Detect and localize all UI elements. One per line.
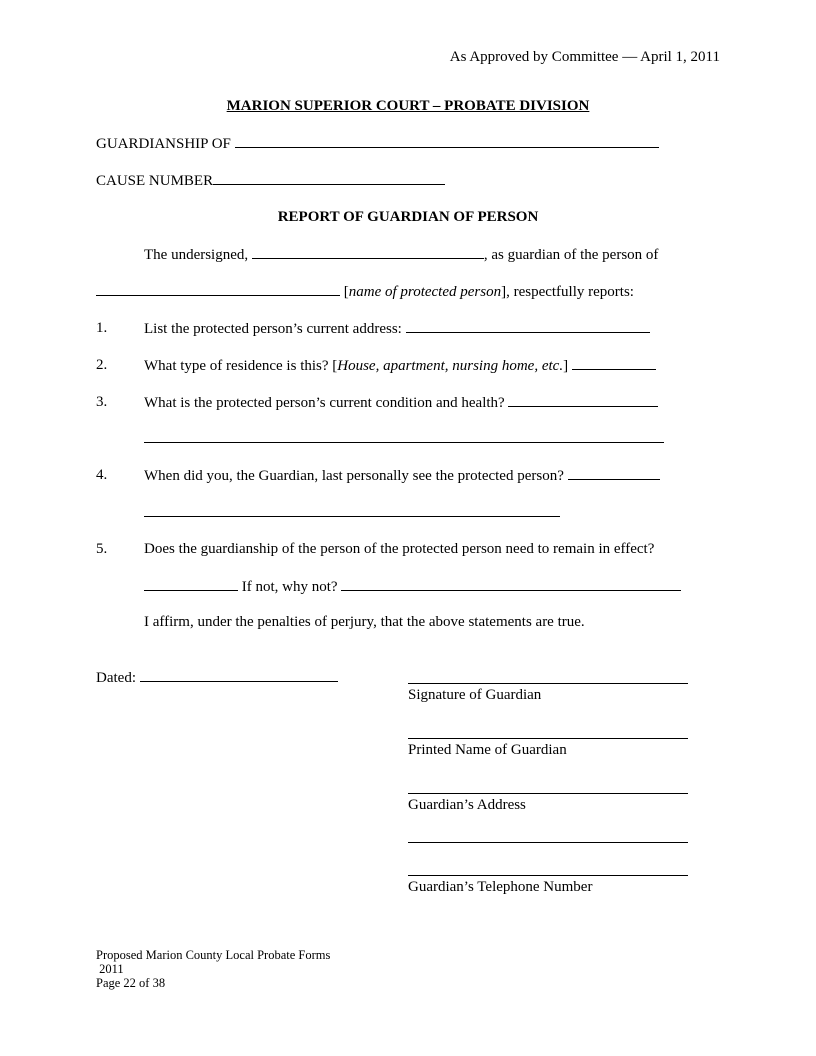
guardianship-of-row — [96, 134, 659, 153]
footer-line-3: Page 22 of 38 — [96, 976, 166, 990]
signature-label: Signature of Guardian — [408, 687, 542, 703]
last-seen-field-line-2[interactable] — [144, 516, 560, 517]
question-5-text: Does the guardianship of the person of the protected person need to remain in effect? — [144, 541, 655, 557]
intro-text-3-italic: name of protected person — [348, 284, 502, 300]
printed-name-line[interactable] — [408, 738, 688, 739]
question-2-text-prefix: What type of residence is this? [ — [144, 358, 338, 374]
intro-text-3-prefix: [ — [343, 284, 349, 300]
dated-label: Dated: — [96, 670, 136, 686]
guardian-name-field[interactable] — [252, 245, 484, 259]
affirmation: I affirm, under the penalties of perjury, that the above statements are true. — [144, 614, 585, 630]
why-not-field[interactable] — [341, 577, 681, 591]
question-3 — [144, 393, 658, 412]
question-5-number: 5. — [96, 541, 108, 557]
form-title: REPORT OF GUARDIAN OF PERSON — [277, 209, 539, 225]
address-line[interactable] — [408, 793, 688, 794]
address-label: Guardian’s Address — [408, 797, 526, 813]
dated-field[interactable] — [140, 668, 338, 682]
question-2-number: 2. — [96, 357, 108, 373]
if-not-row — [144, 577, 681, 596]
question-2 — [144, 356, 656, 375]
signature-line[interactable] — [408, 683, 688, 684]
intro-text-2: , as guardian of the person of — [483, 247, 659, 263]
approval-note: As Approved by Committee — April 1, 2011 — [449, 49, 720, 65]
address-line-2[interactable] — [408, 842, 688, 843]
telephone-label: Guardian’s Telephone Number — [408, 879, 593, 895]
question-2-text-suffix: ] — [563, 358, 569, 374]
condition-health-field[interactable] — [508, 393, 658, 407]
condition-health-field-line-2[interactable] — [144, 442, 664, 443]
court-title: MARION SUPERIOR COURT – PROBATE DIVISION — [226, 98, 590, 114]
question-1 — [144, 319, 650, 338]
intro-line-1 — [144, 245, 658, 264]
cause-number-label: CAUSE NUMBER — [96, 173, 214, 189]
guardianship-of-field[interactable] — [235, 134, 659, 148]
question-3-number: 3. — [96, 394, 108, 410]
footer-line-2: 2011 — [96, 962, 124, 976]
intro-line-2 — [96, 282, 634, 301]
question-2-text-italic: House, apartment, nursing home, etc. — [337, 358, 564, 374]
question-3-text: What is the protected person’s current condition and health? — [144, 395, 505, 411]
cause-number-row — [96, 171, 445, 190]
intro-text-1: The undersigned, — [144, 247, 249, 263]
remain-in-effect-field[interactable] — [144, 577, 238, 591]
current-address-field[interactable] — [406, 319, 650, 333]
guardianship-of-label: GUARDIANSHIP OF — [96, 136, 231, 152]
residence-type-field[interactable] — [572, 356, 656, 370]
question-4 — [144, 466, 660, 485]
cause-number-field[interactable] — [213, 171, 445, 185]
question-1-text: List the protected person’s current address: — [144, 321, 402, 337]
dated-row — [96, 668, 338, 687]
footer-line-1: Proposed Marion County Local Probate Forms — [96, 948, 331, 962]
last-seen-field[interactable] — [568, 466, 660, 480]
question-4-number: 4. — [96, 467, 108, 483]
question-4-text: When did you, the Guardian, last personally see the protected person? — [144, 468, 564, 484]
question-1-number: 1. — [96, 320, 108, 336]
printed-name-label: Printed Name of Guardian — [408, 742, 567, 758]
intro-text-3-suffix: ], respectfully reports: — [501, 284, 634, 300]
protected-person-name-field[interactable] — [96, 282, 340, 296]
telephone-line[interactable] — [408, 875, 688, 876]
if-not-text: If not, why not? — [241, 579, 338, 595]
